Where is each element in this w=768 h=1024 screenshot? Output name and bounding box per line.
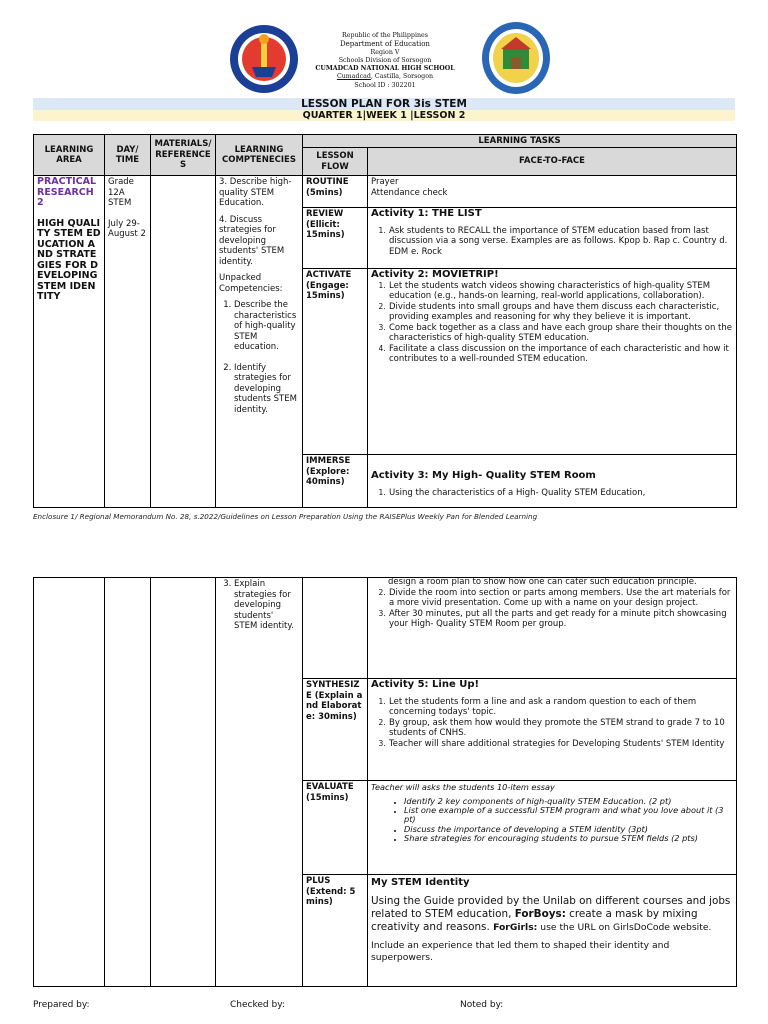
immerse-item-1-part1: 1. Using the characteristics of a High- Quality STEM Education,	[388, 488, 733, 499]
plus-forgirls-text: use the URL on GirlsDoCode website.	[537, 922, 712, 933]
review-content	[368, 208, 737, 269]
evaluate-item-3: • Discuss the importance of developing a STEM identity (3pt)	[404, 825, 733, 834]
unpacked-competency-3: 3. Explain strategies for developing students' STEM identity.	[234, 579, 299, 632]
activity-1-title: Activity 1: THE LIST	[371, 208, 482, 219]
immerse-content-cont	[368, 578, 737, 679]
activity-3-title: Activity 3: My High- Quality STEM Room	[371, 470, 596, 481]
evaluate-content	[368, 781, 737, 875]
immerse-item-3: 3. After 30 minutes, put all the parts and get ready for a minute pitch showcasing your High- Quality STEM Room per group.	[388, 609, 733, 630]
grade-section: Grade 12A STEM	[108, 177, 134, 208]
competencies-cell	[216, 176, 303, 508]
learning-area-cell	[34, 176, 105, 508]
flow-immerse-cont	[303, 578, 368, 679]
plus-forboys-label: ForBoys:	[514, 908, 566, 920]
activate-content	[368, 269, 737, 455]
flow-plus: PLUS (Extend: 5 mins)	[303, 875, 368, 987]
header-line-division: Schools Division of Sorsogon	[338, 56, 432, 64]
flow-review: REVIEW (Ellicit: 15mins)	[303, 208, 368, 269]
header-face-to-face: FACE-TO-FACE	[368, 148, 737, 176]
school-header	[290, 32, 480, 90]
header-materials: MATERIALS/ REFERENCES	[151, 135, 216, 176]
lesson-dates: July 29-August 2	[108, 218, 146, 239]
routine-attendance: Attendance check	[371, 187, 448, 198]
immerse-content	[368, 455, 737, 508]
lesson-plan-subtitle: QUARTER 1|WEEK 1 |LESSON 2	[33, 110, 735, 121]
flow-evaluate: EVALUATE (15mins)	[303, 781, 368, 875]
synthesize-item-1: 1. Let the students form a line and ask a random question to each of them concerning todays' topic.	[388, 697, 733, 718]
header-line-school: CUMADCAD NATIONAL HIGH SCHOOL	[315, 65, 455, 73]
evaluate-item-1: • Identify 2 key components of high-quality STEM Education. (2 pt)	[404, 797, 733, 806]
header-address-rest: , Castilla, Sorsogon	[370, 73, 434, 81]
unpacked-competency-2: 2. Identify strategies for developing students STEM identity.	[234, 363, 299, 416]
evaluate-item-2: • List one example of a successful STEM program and what you love about it (3 pt)	[404, 806, 733, 825]
learning-area-cell-p2	[34, 578, 105, 987]
plus-p1-text: Using the Guide provided by the Unilab on different courses and jobs related to STEM education,	[371, 895, 731, 920]
lesson-plan-table-page1	[33, 134, 737, 508]
activity-2-title: Activity 2: MOVIETRIP!	[371, 269, 499, 280]
header-line-deped: Department of Education	[340, 40, 430, 49]
prepared-by-label: Prepared by:	[33, 1000, 90, 1010]
header-address-town: Cumadcad	[336, 73, 371, 81]
plus-title: My STEM Identity	[371, 877, 470, 888]
lesson-plan-title: LESSON PLAN FOR 3is STEM	[33, 98, 735, 110]
plus-paragraph-2: Include an experience that led them to shaped their identity and superpowers.	[371, 940, 670, 963]
routine-content	[368, 176, 737, 208]
synthesize-item-2: 2. By group, ask them how would they promote the STEM strand to grade 7 to 10 students of CNHS.	[388, 718, 733, 739]
activate-item-1: 1. Let the students watch videos showing characteristics of high-quality STEM education (e.g., hands-on learning, real-world applications, collaboration).	[388, 281, 733, 302]
synthesize-content	[368, 679, 737, 781]
unpacked-competency-1: 1. Describe the characteristics of high-quality STEM education.	[234, 300, 299, 353]
routine-prayer: Prayer	[371, 177, 399, 187]
header-line-school-id: School ID : 302201	[354, 81, 416, 89]
plus-paragraph-1	[371, 895, 733, 934]
flow-synthesize: SYNTHESIZE (Explain and Elaborate: 30mins)	[303, 679, 368, 781]
header-line-address	[290, 73, 480, 81]
activate-item-3: 3. Come back together as a class and have each group share their thoughts on the characteristics of high-quality STEM education.	[388, 323, 733, 344]
evaluate-item-4: • Share strategies for encouraging students to pursue STEM fields (2 pts)	[404, 834, 733, 843]
competencies-cell-p2	[216, 578, 303, 987]
synthesize-item-3: 3. Teacher will share additional strategies for Developing Students' STEM Identity	[388, 739, 733, 750]
immerse-item-1-part2: design a room plan to show how one can cater such education principle.	[388, 577, 697, 587]
lesson-plan-table-page2	[33, 577, 737, 987]
evaluate-intro: Teacher will asks the students 10-item essay	[371, 782, 555, 792]
plus-forboys-text: create a mask by mixing creativity and reasons.	[371, 908, 698, 933]
enclosure-note: Enclosure 1/ Regional Memorandum No. 28, s.2022/Guidelines on Lesson Preparation Using the RAISEPlus Weekly Pan for Blended Learning	[33, 512, 538, 521]
activate-item-2: 2. Divide students into small groups and have them discuss each characteristic, providing examples and reasoning for why they believe it is important.	[388, 302, 733, 323]
competency-4: 4. Discuss strategies for developing students' STEM identity.	[219, 214, 285, 267]
checked-by-label: Checked by:	[230, 1000, 285, 1010]
day-time-cell-p2	[105, 578, 151, 987]
plus-content	[368, 875, 737, 987]
unpacked-label: Unpacked Competencies:	[219, 273, 283, 294]
school-seal-icon	[481, 21, 551, 95]
day-time-cell	[105, 176, 151, 508]
header-competencies: LEARNING COMPTENECIES	[216, 135, 303, 176]
materials-cell	[151, 176, 216, 508]
header-line-republic: Republic of the Philippines	[341, 32, 428, 39]
noted-by-label: Noted by:	[460, 1000, 504, 1010]
immerse-item-2: 2. Divide the room into section or parts among members. Use the art materials for a more vivid presentation. Come up with a name on your design project.	[388, 588, 733, 609]
header-day-time: DAY/ TIME	[105, 135, 151, 176]
activate-item-4: 4. Facilitate a class discussion on the importance of each characteristic and how it contributes to a well-rounded STEM education.	[388, 344, 733, 365]
subject-name: PRACTICAL RESEARCH 2	[37, 176, 96, 208]
plus-forgirls-label: ForGirls:	[493, 922, 538, 933]
flow-activate: ACTIVATE (Engage: 15mins)	[303, 269, 368, 455]
flow-immerse: IMMERSE (Explore: 40mins)	[303, 455, 368, 508]
review-item-1: 1. Ask students to RECALL the importance of STEM education based from last discussion via a song verse. Examples are as follows. Kpop b. Rap c. Country d. EDM e. Rock	[388, 226, 733, 258]
header-learning-area: LEARNING AREA	[34, 135, 105, 176]
flow-routine: ROUTINE (5mins)	[303, 176, 368, 208]
activity-5-title: Activity 5: Line Up!	[371, 679, 480, 690]
header-line-region: Region V	[370, 48, 400, 56]
lesson-topic: HIGH QUALITY STEM EDUCATION AND STRATEGIES FOR DEVELOPING STEM IDENTITY	[37, 217, 101, 302]
competency-3: 3. Describe high-quality STEM Education.	[219, 177, 292, 208]
header-learning-tasks: LEARNING TASKS	[303, 135, 737, 148]
header-lesson-flow: LESSON FLOW	[303, 148, 368, 176]
materials-cell-p2	[151, 578, 216, 987]
